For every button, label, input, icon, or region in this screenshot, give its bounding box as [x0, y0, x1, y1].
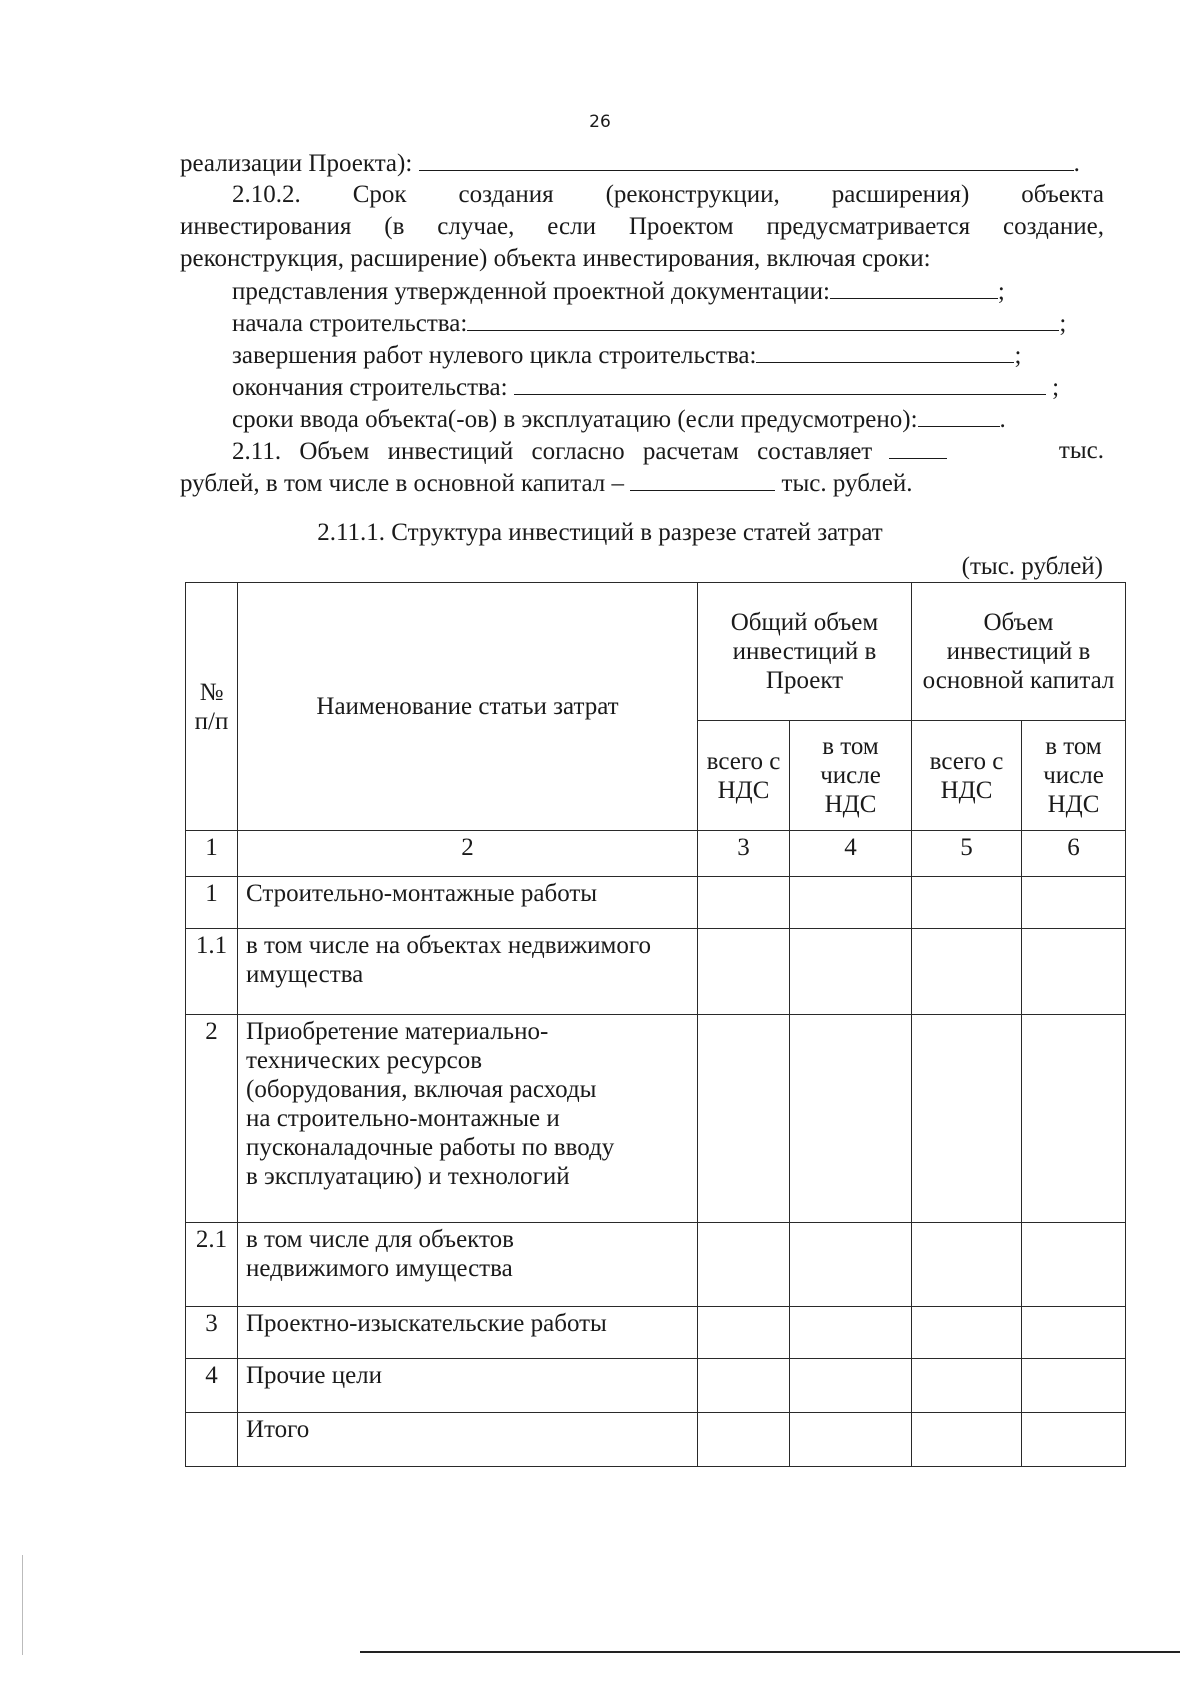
header-fixed-capital: Объем инвестиций в основной капитал — [912, 583, 1126, 721]
page-number: 26 — [589, 112, 611, 132]
table-row — [186, 929, 1126, 1015]
value-cell — [790, 877, 912, 929]
value-cell — [698, 877, 790, 929]
row-name: Проектно-изыскательские работы — [238, 1307, 698, 1359]
value-cell — [912, 1413, 1022, 1467]
value-cell — [790, 929, 912, 1015]
blank-field — [467, 308, 1059, 331]
column-number-row — [186, 831, 1126, 877]
value-cell — [912, 929, 1022, 1015]
value-cell — [698, 1307, 790, 1359]
row-number: 3 — [186, 1307, 238, 1359]
header-total-with-vat-2: всего с НДС — [912, 721, 1022, 831]
deadline-construction-start — [232, 308, 1066, 339]
value-cell — [790, 1359, 912, 1413]
punctuation: . — [1073, 150, 1080, 177]
text-line-fixed-capital — [180, 468, 913, 499]
row-name-total: Итого — [238, 1413, 698, 1467]
blank-field — [630, 468, 775, 491]
text-line: реконструкция, расширение) объекта инвестирования, включая сроки: — [180, 245, 931, 272]
punctuation: ; — [1014, 342, 1022, 369]
value-cell — [912, 1307, 1022, 1359]
table-row — [186, 1359, 1126, 1413]
table-row — [186, 1307, 1126, 1359]
word: (реконструкции, — [605, 181, 780, 208]
row-number: 4 — [186, 1359, 238, 1413]
value-cell — [1022, 877, 1126, 929]
value-cell — [698, 1413, 790, 1467]
row-number: 2 — [186, 1015, 238, 1223]
row-number: 2.1 — [186, 1223, 238, 1307]
row-name: Строительно-монтажные работы — [238, 877, 698, 929]
value-cell — [912, 1359, 1022, 1413]
value-cell — [698, 1359, 790, 1413]
value-cell — [790, 1413, 912, 1467]
footer-rule — [360, 1651, 1180, 1653]
value-cell — [698, 929, 790, 1015]
value-cell — [790, 1223, 912, 1307]
investment-structure-table — [185, 582, 1126, 1467]
value-cell — [1022, 1223, 1126, 1307]
word: создания — [458, 181, 554, 208]
blank-field — [889, 436, 947, 459]
value-cell — [1022, 1015, 1126, 1223]
value-cell — [912, 1015, 1022, 1223]
value-cell — [1022, 1413, 1126, 1467]
blank-field — [419, 148, 1074, 171]
row-name: Прочие цели — [238, 1359, 698, 1413]
label: тыс. рублей. — [781, 470, 913, 497]
row-name: Приобретение материально-технических ресурсов (оборудования, включая расходы на строительно-монтажные и пусконаладочные работы по вводу в эксплуатацию) и технологий — [238, 1015, 698, 1223]
table-row — [186, 1015, 1126, 1223]
row-name: в том числе на объектах недвижимого имущества — [238, 929, 698, 1015]
value-cell — [912, 1223, 1022, 1307]
blank-field — [514, 372, 1046, 395]
scan-margin-line — [22, 1555, 23, 1655]
value-cell — [698, 1223, 790, 1307]
word: объекта — [1021, 181, 1104, 208]
column-number: 6 — [1022, 831, 1126, 877]
word: расширения) — [831, 181, 970, 208]
deadline-construction-end — [232, 372, 1059, 403]
column-number: 4 — [790, 831, 912, 877]
blank-field — [756, 340, 1014, 363]
text-line: инвестирования (в случае, если Проектом предусматривается создание, — [180, 213, 1104, 240]
value-cell — [1022, 1359, 1126, 1413]
deadline-commissioning — [232, 404, 1006, 435]
value-cell — [790, 1015, 912, 1223]
row-number: 1 — [186, 877, 238, 929]
header-incl-vat-2: в том числе НДС — [1022, 721, 1126, 831]
word: 2.10.2. Срок — [232, 181, 407, 208]
value-cell — [1022, 1307, 1126, 1359]
label: 2.11. Объем инвестиций согласно расчетам составляет — [232, 438, 873, 465]
table-units: (тыс. рублей) — [961, 553, 1103, 580]
punctuation: ; — [1059, 310, 1067, 337]
deadline-zero-cycle — [232, 340, 1021, 371]
table-caption: 2.11.1. Структура инвестиций в разрезе статей затрат — [317, 519, 883, 546]
value-cell — [790, 1307, 912, 1359]
table-row — [186, 1223, 1126, 1307]
column-number: 5 — [912, 831, 1022, 877]
column-number: 1 — [186, 831, 238, 877]
value-cell — [698, 1015, 790, 1223]
label: начала строительства: — [232, 310, 468, 337]
text-line-section-2-11 — [232, 436, 1104, 467]
blank-field — [830, 276, 998, 299]
header-project-total: Общий объем инвестиций в Проект — [698, 583, 912, 721]
table-row — [186, 877, 1126, 929]
label: сроки ввода объекта(-ов) в эксплуатацию (если предусмотрено): — [232, 406, 918, 433]
deadline-design-docs — [232, 276, 1005, 307]
value-cell — [1022, 929, 1126, 1015]
column-number: 3 — [698, 831, 790, 877]
table-row-total — [186, 1413, 1126, 1467]
label: рублей, в том числе в основной капитал – — [180, 470, 625, 497]
header-incl-vat: в том числе НДС — [790, 721, 912, 831]
header-total-with-vat: всего с НДС — [698, 721, 790, 831]
label: тыс. — [1058, 437, 1104, 464]
text-line-section-2-10-2 — [232, 180, 1104, 210]
header-number: № п/п — [186, 583, 238, 831]
punctuation: ; — [997, 278, 1005, 305]
label: окончания строительства: — [232, 374, 508, 401]
row-number: 1.1 — [186, 929, 238, 1015]
punctuation: ; — [1052, 374, 1060, 401]
blank-field — [918, 404, 1000, 427]
row-number — [186, 1413, 238, 1467]
label: завершения работ нулевого цикла строительства: — [232, 342, 757, 369]
punctuation: . — [999, 406, 1006, 433]
text-line-project-implementation — [180, 148, 1080, 179]
header-item-name: Наименование статьи затрат — [238, 583, 698, 831]
label: представления утвержденной проектной документации: — [232, 278, 830, 305]
row-name: в том числе для объектов недвижимого имущества — [238, 1223, 698, 1307]
column-number: 2 — [238, 831, 698, 877]
label-project-implementation: реализации Проекта): — [180, 150, 413, 177]
value-cell — [912, 877, 1022, 929]
